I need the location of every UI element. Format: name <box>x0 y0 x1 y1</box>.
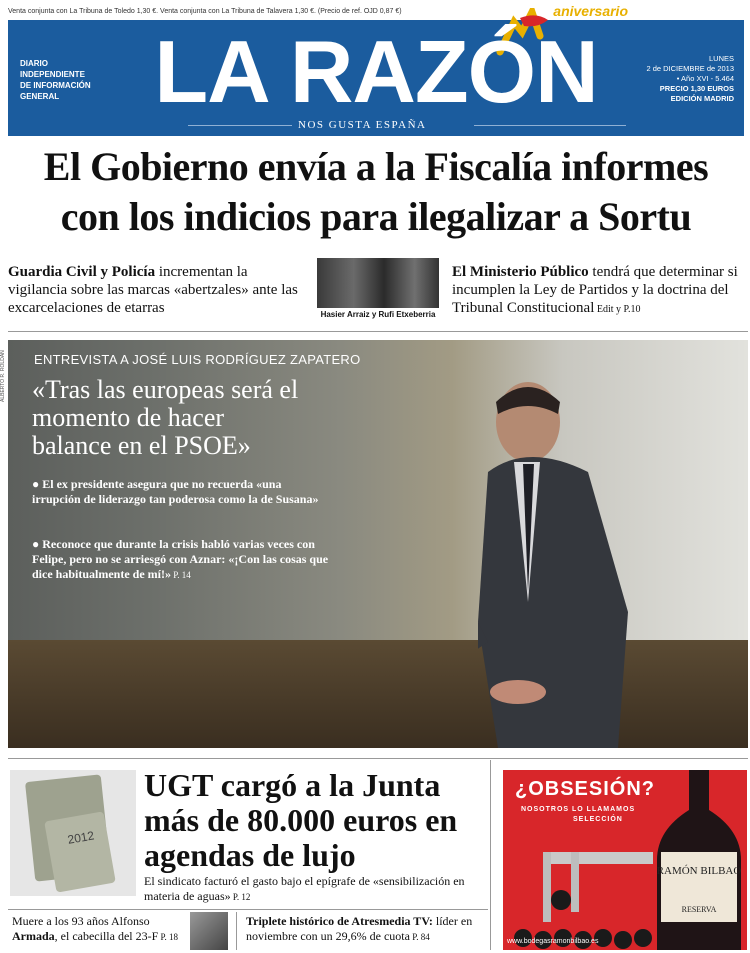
photo-credit: ALBERTO R. ROLDÁN <box>0 350 6 402</box>
subheadline-right[interactable]: El Ministerio Público tendrá que determinar si incumplen la Ley de Partidos y la doctrina del Tribunal Constitucional Edit y P.10 <box>452 264 738 316</box>
subheadline-left[interactable]: Guardia Civil y Policía incrementan la vigilancia sobre las marcas «abertzales» ante las excarcelaciones de etarras <box>8 264 298 316</box>
photo-arraiz-etxeberria <box>317 258 439 308</box>
motto-rule-left <box>188 125 292 126</box>
masthead-issue-info: LUNES 2 de DICIEMBRE de 2013 • Año XVI - 5.464 PRECIO 1,30 EUROS EDICIÓN MADRID <box>646 54 734 103</box>
newspaper-logo[interactable]: LA RAZÓN <box>154 22 598 121</box>
caliper-grapes-icon <box>503 830 653 950</box>
feature-interview[interactable] <box>8 340 748 748</box>
ad-reserva: RESERVA <box>681 905 717 914</box>
ugt-subheadline: El sindicato facturó el gasto bajo el epígrafe de «sensibilización en materia de aguas» P. 12 <box>144 874 465 903</box>
briefs-divider <box>8 909 488 910</box>
feature-bullet-1: ● El ex presidente asegura que no recuerda «una irrupción de liderazgo tan poderosa como la de Susana» <box>32 477 319 506</box>
briefs-column-divider <box>236 912 237 950</box>
ugt-headline[interactable]: UGT cargó a la Junta más de 80.000 euros en agendas de lujo <box>144 767 458 873</box>
zapatero-photo <box>478 362 698 748</box>
ad-title: ¿OBSESIÓN? <box>515 778 656 800</box>
feature-bullet-2: ● Reconoce que durante la crisis habló varias veces con Felipe, pero no se arriesgó con Aznar: «¡Con las cosas que dice habitualmente de mí!» P. 14 <box>32 537 329 581</box>
masthead-tagline: DIARIO INDEPENDIENTE DE INFORMACIÓN GENERAL <box>20 59 91 101</box>
photo-caption: Hasier Arraiz y Rufi Etxeberria <box>320 310 436 319</box>
brief-armada[interactable]: Muere a los 93 años Alfonso Armada, el cabecilla del 23-F P. 18 <box>12 914 179 943</box>
armada-photo <box>190 912 228 950</box>
wine-bottle-icon <box>653 770 745 950</box>
section-divider <box>8 331 748 332</box>
ad-brand: RAMÓN BILBAO <box>656 865 742 877</box>
ad-url[interactable]: www.bodegasramonbilbao.es <box>507 938 599 945</box>
masthead <box>8 20 744 136</box>
agenda-photo <box>10 770 136 896</box>
wine-advertisement[interactable] <box>503 770 747 950</box>
main-headline[interactable]: El Gobierno envía a la Fiscalía informes con los indicios para ilegalizar a Sortu <box>43 144 709 239</box>
feature-kicker: ENTREVISTA A JOSÉ LUIS RODRÍGUEZ ZAPATERO <box>34 352 361 367</box>
ad-line-2: SELECCIÓN <box>573 816 623 823</box>
column-divider <box>490 760 491 950</box>
agenda-year: 2012 <box>66 828 96 847</box>
motto-rule-right <box>474 125 626 126</box>
section-divider-lower <box>8 758 748 759</box>
topline-prices: Venta conjunta con La Tribuna de Toledo 1,30 €. Venta conjunta con La Tribuna de Talavera 1,30 €. (Precio de ref. OJD 0,87 €) <box>8 8 402 15</box>
masthead-motto: NOS GUSTA ESPAÑA <box>298 119 427 131</box>
brief-atresmedia[interactable]: Triplete histórico de Atresmedia TV: líder en noviembre con un 29,6% de cuota P. 84 <box>246 914 473 943</box>
feature-quote[interactable]: «Tras las europeas será el momento de hacer balance en el PSOE» <box>32 375 299 460</box>
ad-line-1: NOSOTROS LO LLAMAMOS <box>521 806 636 813</box>
anniversary-label: aniversario <box>553 3 628 19</box>
